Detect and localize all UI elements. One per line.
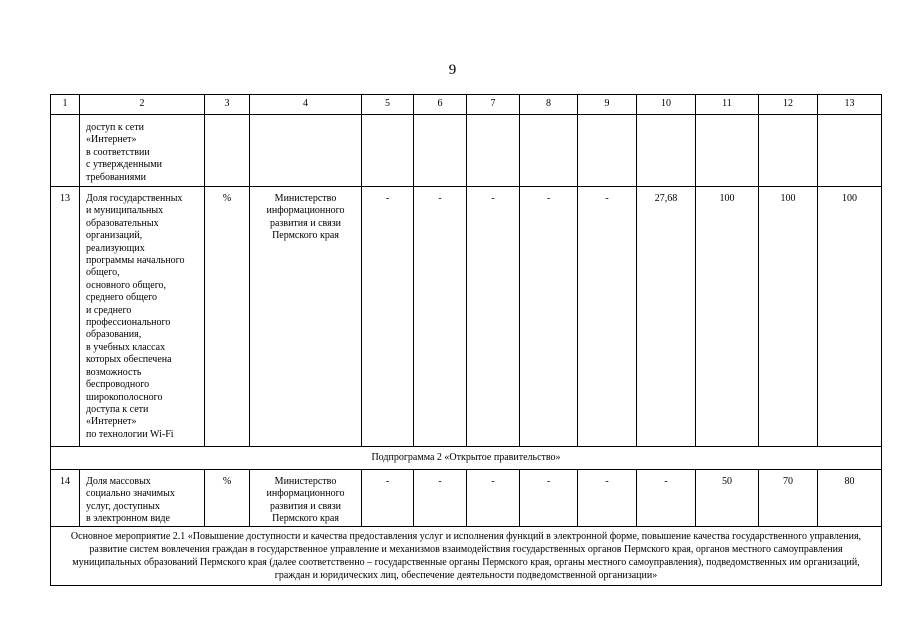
value-cell: 70	[759, 470, 818, 527]
header-cell: 9	[578, 95, 637, 115]
value-cell: -	[637, 470, 696, 527]
value-cell: 80	[818, 470, 882, 527]
header-cell: 13	[818, 95, 882, 115]
unit-cell: %	[205, 187, 250, 447]
header-cell: 7	[467, 95, 520, 115]
ministry-cell: Министерство информационного развития и связи Пермского края	[250, 187, 362, 447]
header-cell: 1	[51, 95, 80, 115]
header-cell: 3	[205, 95, 250, 115]
row-cell	[759, 115, 818, 187]
value-cell: 100	[818, 187, 882, 447]
header-cell: 12	[759, 95, 818, 115]
value-cell: 50	[696, 470, 759, 527]
indicator-name: Доля массовых социально значимых услуг, доступных в электронном виде	[80, 470, 205, 527]
unit-cell: %	[205, 470, 250, 527]
row-cell	[578, 115, 637, 187]
header-cell: 10	[637, 95, 696, 115]
row-cell	[637, 115, 696, 187]
header-row	[51, 95, 882, 115]
table-row	[51, 187, 882, 447]
row-cell	[51, 115, 80, 187]
value-cell: 100	[759, 187, 818, 447]
page-number: 9	[448, 62, 457, 78]
row-cell	[818, 115, 882, 187]
header-cell: 5	[362, 95, 414, 115]
value-cell: -	[520, 470, 578, 527]
value-cell: -	[578, 470, 637, 527]
header-cell: 8	[520, 95, 578, 115]
header-cell: 2	[80, 95, 205, 115]
value-cell: -	[414, 187, 467, 447]
value-cell: -	[362, 187, 414, 447]
ministry-cell: Министерство информационного развития и связи Пермского края	[250, 470, 362, 527]
row-number: 14	[51, 470, 80, 527]
header-cell: 4	[250, 95, 362, 115]
subprogram-title: Подпрограмма 2 «Открытое правительство»	[51, 447, 882, 470]
header-cell: 11	[696, 95, 759, 115]
continuation-row	[51, 115, 882, 187]
indicator-name: доступ к сети «Интернет» в соответствии с утвержденными требованиями	[80, 115, 205, 187]
indicators-table	[50, 94, 882, 586]
row-cell	[205, 115, 250, 187]
value-cell: -	[362, 470, 414, 527]
value-cell: -	[467, 470, 520, 527]
subprogram-row	[51, 447, 882, 470]
value-cell: 27,68	[637, 187, 696, 447]
row-cell	[696, 115, 759, 187]
table-row	[51, 470, 882, 527]
indicator-name: Доля государственных и муниципальных образовательных организаций, реализующих программы начального общего, основного общего, среднего общего и среднего профессионального образования, в учебных классах которых обеспечена возможность беспроводного широкополосного доступа к сети «Интернет» по технологии Wi-Fi	[80, 187, 205, 447]
row-cell	[362, 115, 414, 187]
row-number: 13	[51, 187, 80, 447]
row-cell	[520, 115, 578, 187]
row-cell	[414, 115, 467, 187]
row-cell	[467, 115, 520, 187]
main-activity-row	[51, 527, 882, 586]
row-cell	[250, 115, 362, 187]
main-activity-text: Основное мероприятие 2.1 «Повышение доступности и качества предоставления услуг и исполнения функций в электронной форме, повышение качества государственного управления, развитие систем вовлечения граждан в государственное управление и механизмов взаимодействия государственных органов Пермского края, органов местного самоуправления муниципальных образований Пермского края (далее соответственно – государственные органы Пермского края, органы местного самоуправления), подведомственных им организаций, граждан и юридических лиц, обеспечение деятельности подведомственной организации»	[51, 527, 882, 586]
value-cell: -	[467, 187, 520, 447]
value-cell: -	[414, 470, 467, 527]
header-cell: 6	[414, 95, 467, 115]
value-cell: 100	[696, 187, 759, 447]
value-cell: -	[520, 187, 578, 447]
value-cell: -	[578, 187, 637, 447]
